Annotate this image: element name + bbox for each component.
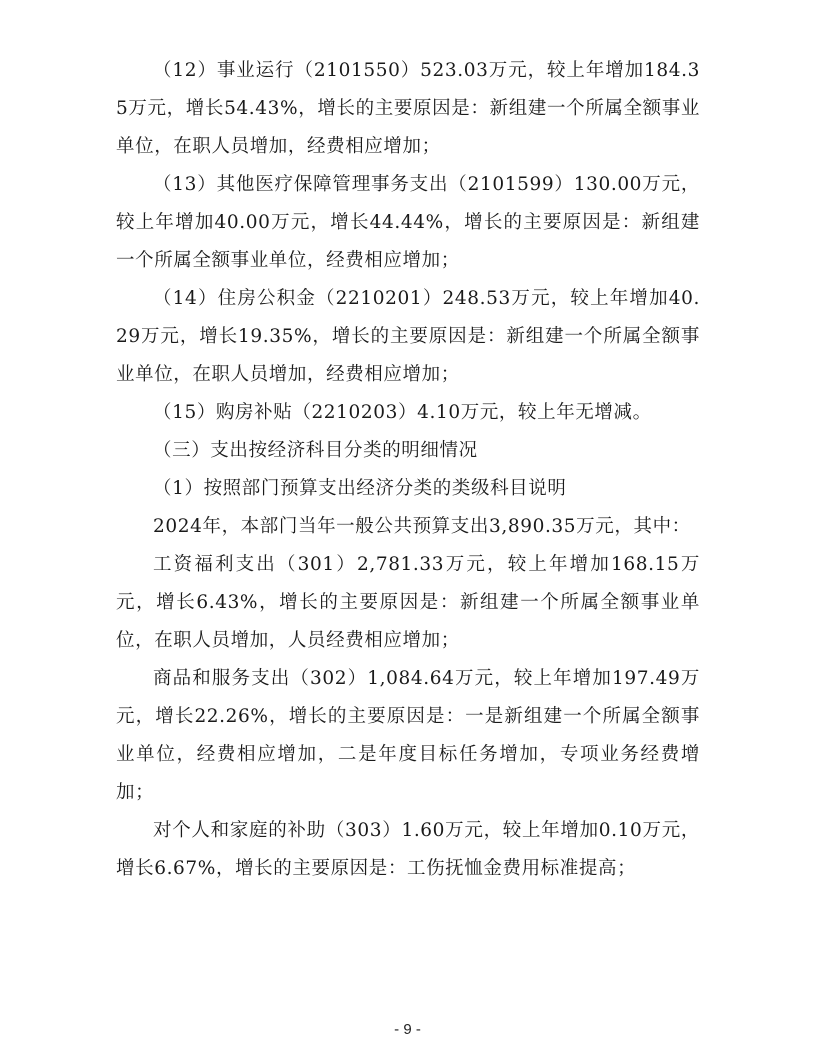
page-number: - 9 - [394, 1021, 421, 1038]
paragraph-individual-family-subsidy: 对个人和家庭的补助（303）1.60万元，较上年增加0.10万元，增长6.67%，增长的主要原因是：工伤抚恤金费用标准提高； [116, 820, 700, 879]
section-heading-economic-classification: （三）支出按经济科目分类的明细情况 [153, 440, 478, 461]
paragraph-goods-services: 商品和服务支出（302）1,084.64万元，较上年增加197.49万元，增长22.26%，增长的主要原因是：一是新组建一个所属全额事业单位，经费相应增加，二是年度目标任务增加，专项业务经费增加； [116, 668, 700, 803]
paragraph-wages-welfare: 工资福利支出（301）2,781.33万元，较上年增加168.15万元，增长6.43%，增长的主要原因是：新组建一个所属全额事业单位，在职人员增加，人员经费相应增加； [116, 554, 700, 651]
document-body [116, 52, 700, 888]
paragraph-item-12-operations: （12）事业运行（2101550）523.03万元，较上年增加184.35万元，增长54.43%，增长的主要原因是：新组建一个所属全额事业单位，在职人员增加，经费相应增加； [116, 60, 700, 157]
subsection-heading-category-explanation: （1）按照部门预算支出经济分类的类级科目说明 [153, 478, 567, 499]
paragraph-total-expenditure: 2024年，本部门当年一般公共预算支出3,890.35万元，其中： [153, 516, 691, 537]
paragraph-item-14-housing-fund: （14）住房公积金（2210201）248.53万元，较上年增加40.29万元，增长19.35%，增长的主要原因是：新组建一个所属全额事业单位，在职人员增加，经费相应增加； [116, 288, 700, 385]
paragraph-item-13-medical-affairs: （13）其他医疗保障管理事务支出（2101599）130.00万元，较上年增加40.00万元，增长44.44%，增长的主要原因是：新组建一个所属全额事业单位，经费相应增加； [116, 174, 700, 271]
paragraph-item-15-housing-subsidy: （15）购房补贴（2210203）4.10万元，较上年无增减。 [153, 402, 652, 423]
